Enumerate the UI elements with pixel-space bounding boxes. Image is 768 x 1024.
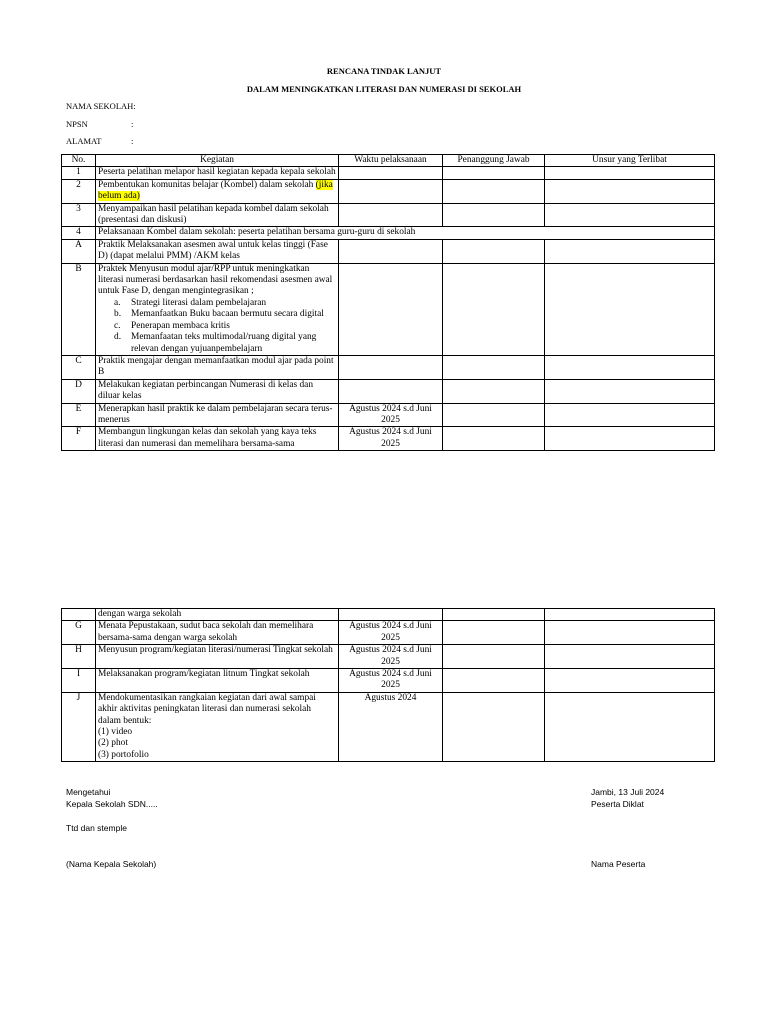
row-penanggung-jawab bbox=[443, 263, 545, 355]
signature-right-line1: Jambi, 13 Juli 2024 bbox=[591, 787, 665, 797]
row-waktu bbox=[339, 179, 443, 203]
row-penanggung-jawab bbox=[443, 379, 545, 403]
kegiatan-text: Pembentukan komunitas belajar (Kombel) dalam sekolah bbox=[98, 179, 314, 190]
table-row bbox=[62, 669, 715, 693]
format-line: (1) video bbox=[98, 727, 133, 738]
column-header-unsur: Unsur yang Terlibat bbox=[545, 155, 715, 167]
list-marker: d. bbox=[114, 332, 122, 343]
row-kegiatan bbox=[96, 427, 339, 451]
row-number: E bbox=[62, 403, 96, 427]
row-penanggung-jawab bbox=[443, 669, 545, 693]
row-unsur bbox=[545, 609, 715, 621]
signature-right-name: Nama Peserta bbox=[591, 859, 646, 869]
action-plan-table-continued bbox=[61, 608, 715, 762]
table-row bbox=[62, 167, 715, 179]
row-number: C bbox=[62, 355, 96, 379]
row-waktu: Agustus 2024 s.d Juni 2025 bbox=[339, 427, 443, 451]
row-waktu bbox=[339, 379, 443, 403]
row-penanggung-jawab bbox=[443, 427, 545, 451]
table-row bbox=[62, 403, 715, 427]
signature-left-line3: Ttd dan stemple bbox=[66, 823, 127, 833]
row-number: G bbox=[62, 621, 96, 645]
row-number: I bbox=[62, 669, 96, 693]
row-kegiatan: Melaksanakan program/kegiatan litnum Tingkat sekolah bbox=[96, 669, 339, 693]
row-waktu: Agustus 2024 s.d Juni 2025 bbox=[339, 403, 443, 427]
row-unsur bbox=[545, 379, 715, 403]
row-waktu: Agustus 2024 s.d Juni 2025 bbox=[339, 621, 443, 645]
alamat-label: ALAMAT bbox=[66, 136, 102, 146]
list-marker: a. bbox=[114, 297, 121, 308]
row-number: 1 bbox=[62, 167, 96, 179]
row-waktu bbox=[339, 203, 443, 227]
document-subtitle: DALAM MENINGKATKAN LITERASI DAN NUMERASI DI SEKOLAH bbox=[246, 84, 522, 94]
list-marker: b. bbox=[114, 309, 122, 320]
table-row bbox=[62, 609, 715, 621]
row-unsur bbox=[545, 427, 715, 451]
row-number: A bbox=[62, 239, 96, 263]
signature-left-line1: Mengetahui bbox=[66, 787, 111, 797]
signature-left-name: (Nama Kepala Sekolah) bbox=[66, 859, 157, 869]
table-row bbox=[62, 621, 715, 645]
list-item bbox=[114, 309, 336, 320]
row-unsur bbox=[545, 355, 715, 379]
column-header-waktu: Waktu pelaksanaan bbox=[339, 155, 443, 167]
action-plan-table bbox=[61, 154, 715, 451]
table-row bbox=[62, 227, 715, 239]
table-row bbox=[62, 427, 715, 451]
row-number bbox=[62, 609, 96, 621]
row-kegiatan: Menyampaikan hasil pelatihan kepada kombel dalam sekolah (presentasi dan diskusi) bbox=[96, 203, 339, 227]
row-waktu bbox=[339, 609, 443, 621]
row-number: 3 bbox=[62, 203, 96, 227]
row-penanggung-jawab bbox=[443, 167, 545, 179]
list-item-text: Strategi literasi dalam pembelajaran bbox=[131, 297, 267, 308]
row-kegiatan: Menyusun program/kegiatan literasi/numerasi Tingkat sekolah bbox=[96, 645, 339, 669]
signature-left-line2: Kepala Sekolah SDN..... bbox=[66, 799, 158, 809]
row-unsur bbox=[545, 645, 715, 669]
row-penanggung-jawab bbox=[443, 239, 545, 263]
list-item-text: Memanfaatan teks multimodal/ruang digital yang relevan dengan yujuanpembelajarn bbox=[131, 332, 317, 354]
list-item bbox=[114, 321, 336, 332]
table-row bbox=[62, 645, 715, 669]
row-number: H bbox=[62, 645, 96, 669]
row-kegiatan: Praktik Melaksanakan asesmen awal untuk kelas tinggi (Fase D) (dapat melalui PMM) /AKM kelas bbox=[96, 239, 339, 263]
row-waktu bbox=[339, 167, 443, 179]
row-unsur bbox=[545, 239, 715, 263]
row-waktu: Agustus 2024 bbox=[339, 692, 443, 761]
npsn-colon: : bbox=[131, 119, 134, 129]
table-row bbox=[62, 203, 715, 227]
row-kegiatan: Melakukan kegiatan perbincangan Numerasi di kelas dan diluar kelas bbox=[96, 379, 339, 403]
row-kegiatan bbox=[96, 263, 339, 355]
row-number: F bbox=[62, 427, 96, 451]
row-number: D bbox=[62, 379, 96, 403]
format-line: (3) portofolio bbox=[98, 749, 149, 760]
highlighted-note: (jika belum ada) bbox=[98, 179, 333, 202]
list-item-text: Penerapan membaca kritis bbox=[131, 320, 230, 331]
row-penanggung-jawab bbox=[443, 692, 545, 761]
list-marker: c. bbox=[114, 320, 121, 331]
row-unsur bbox=[545, 692, 715, 761]
table-row bbox=[62, 355, 715, 379]
table-row bbox=[62, 239, 715, 263]
column-header-no: No. bbox=[62, 155, 96, 167]
npsn-label: NPSN bbox=[66, 119, 88, 129]
row-kegiatan: Menerapkan hasil praktik ke dalam pembelajaran secara terus-menerus bbox=[96, 403, 339, 427]
signature-right-line2: Peserta Diklat bbox=[591, 799, 644, 809]
row-waktu bbox=[339, 239, 443, 263]
row-waktu bbox=[339, 263, 443, 355]
row-penanggung-jawab bbox=[443, 355, 545, 379]
row-penanggung-jawab bbox=[443, 621, 545, 645]
row-waktu: Agustus 2024 s.d Juni 2025 bbox=[339, 669, 443, 693]
row-kegiatan-merged: Pelaksanaan Kombel dalam sekolah: peserta pelatihan bersama guru-guru di sekolah bbox=[96, 227, 715, 239]
row-kegiatan bbox=[96, 692, 339, 761]
table-row bbox=[62, 263, 715, 355]
row-penanggung-jawab bbox=[443, 179, 545, 203]
alamat-colon: : bbox=[131, 136, 134, 146]
kegiatan-text-clipped: Membangun lingkungan kelas dan sekolah yang kaya teks literasi dan numerasi dan memelihara bersama-sama bbox=[98, 427, 317, 449]
row-kegiatan: dengan warga sekolah bbox=[96, 609, 339, 621]
row-unsur bbox=[545, 403, 715, 427]
row-unsur bbox=[545, 263, 715, 355]
row-kegiatan bbox=[96, 179, 339, 203]
sub-item-list bbox=[98, 298, 336, 355]
row-kegiatan: Peserta pelatihan melapor hasil kegiatan kepada kepala sekolah bbox=[96, 167, 339, 179]
row-unsur bbox=[545, 621, 715, 645]
table-header-row bbox=[62, 155, 715, 167]
row-unsur bbox=[545, 203, 715, 227]
row-unsur bbox=[545, 179, 715, 203]
kegiatan-text: Mendokumentasikan rangkaian kegiatan dari awal sampai akhir aktivitas peningkatan literasi dan numerasi sekolah dalam bentuk: bbox=[98, 692, 316, 726]
table-row bbox=[62, 379, 715, 403]
format-line: (2) phot bbox=[98, 738, 128, 749]
row-penanggung-jawab bbox=[443, 645, 545, 669]
row-penanggung-jawab bbox=[443, 609, 545, 621]
list-item bbox=[114, 298, 336, 309]
list-item-text: Memanfaatkan Buku bacaan bermutu secara digital bbox=[131, 309, 324, 320]
row-kegiatan: Menata Pepustakaan, sudut baca sekolah dan memelihara bersama-sama dengan warga sekolah bbox=[96, 621, 339, 645]
document-title: RENCANA TINDAK LANJUT bbox=[326, 66, 442, 76]
table-row bbox=[62, 692, 715, 761]
row-number: 4 bbox=[62, 227, 96, 239]
row-waktu bbox=[339, 355, 443, 379]
row-kegiatan: Praktik mengajar dengan memanfaatkan modul ajar pada point B bbox=[96, 355, 339, 379]
row-number: J bbox=[62, 692, 96, 761]
column-header-kegiatan: Kegiatan bbox=[96, 155, 339, 167]
list-item bbox=[114, 332, 336, 355]
column-header-penanggung-jawab: Penanggung Jawab bbox=[443, 155, 545, 167]
row-penanggung-jawab bbox=[443, 203, 545, 227]
row-penanggung-jawab bbox=[443, 403, 545, 427]
row-number: B bbox=[62, 263, 96, 355]
table-row bbox=[62, 179, 715, 203]
row-unsur bbox=[545, 167, 715, 179]
row-unsur bbox=[545, 669, 715, 693]
kegiatan-text: Praktek Menyusun modul ajar/RPP untuk meningkatkan literasi numerasi berdasarkan hasil rekomendasi asesmen awal untuk Fase D, dengan mengintegrasikan ; bbox=[98, 263, 333, 297]
row-waktu: Agustus 2024 s.d Juni 2025 bbox=[339, 645, 443, 669]
row-number: 2 bbox=[62, 179, 96, 203]
nama-sekolah-label: NAMA SEKOLAH: bbox=[66, 101, 136, 111]
